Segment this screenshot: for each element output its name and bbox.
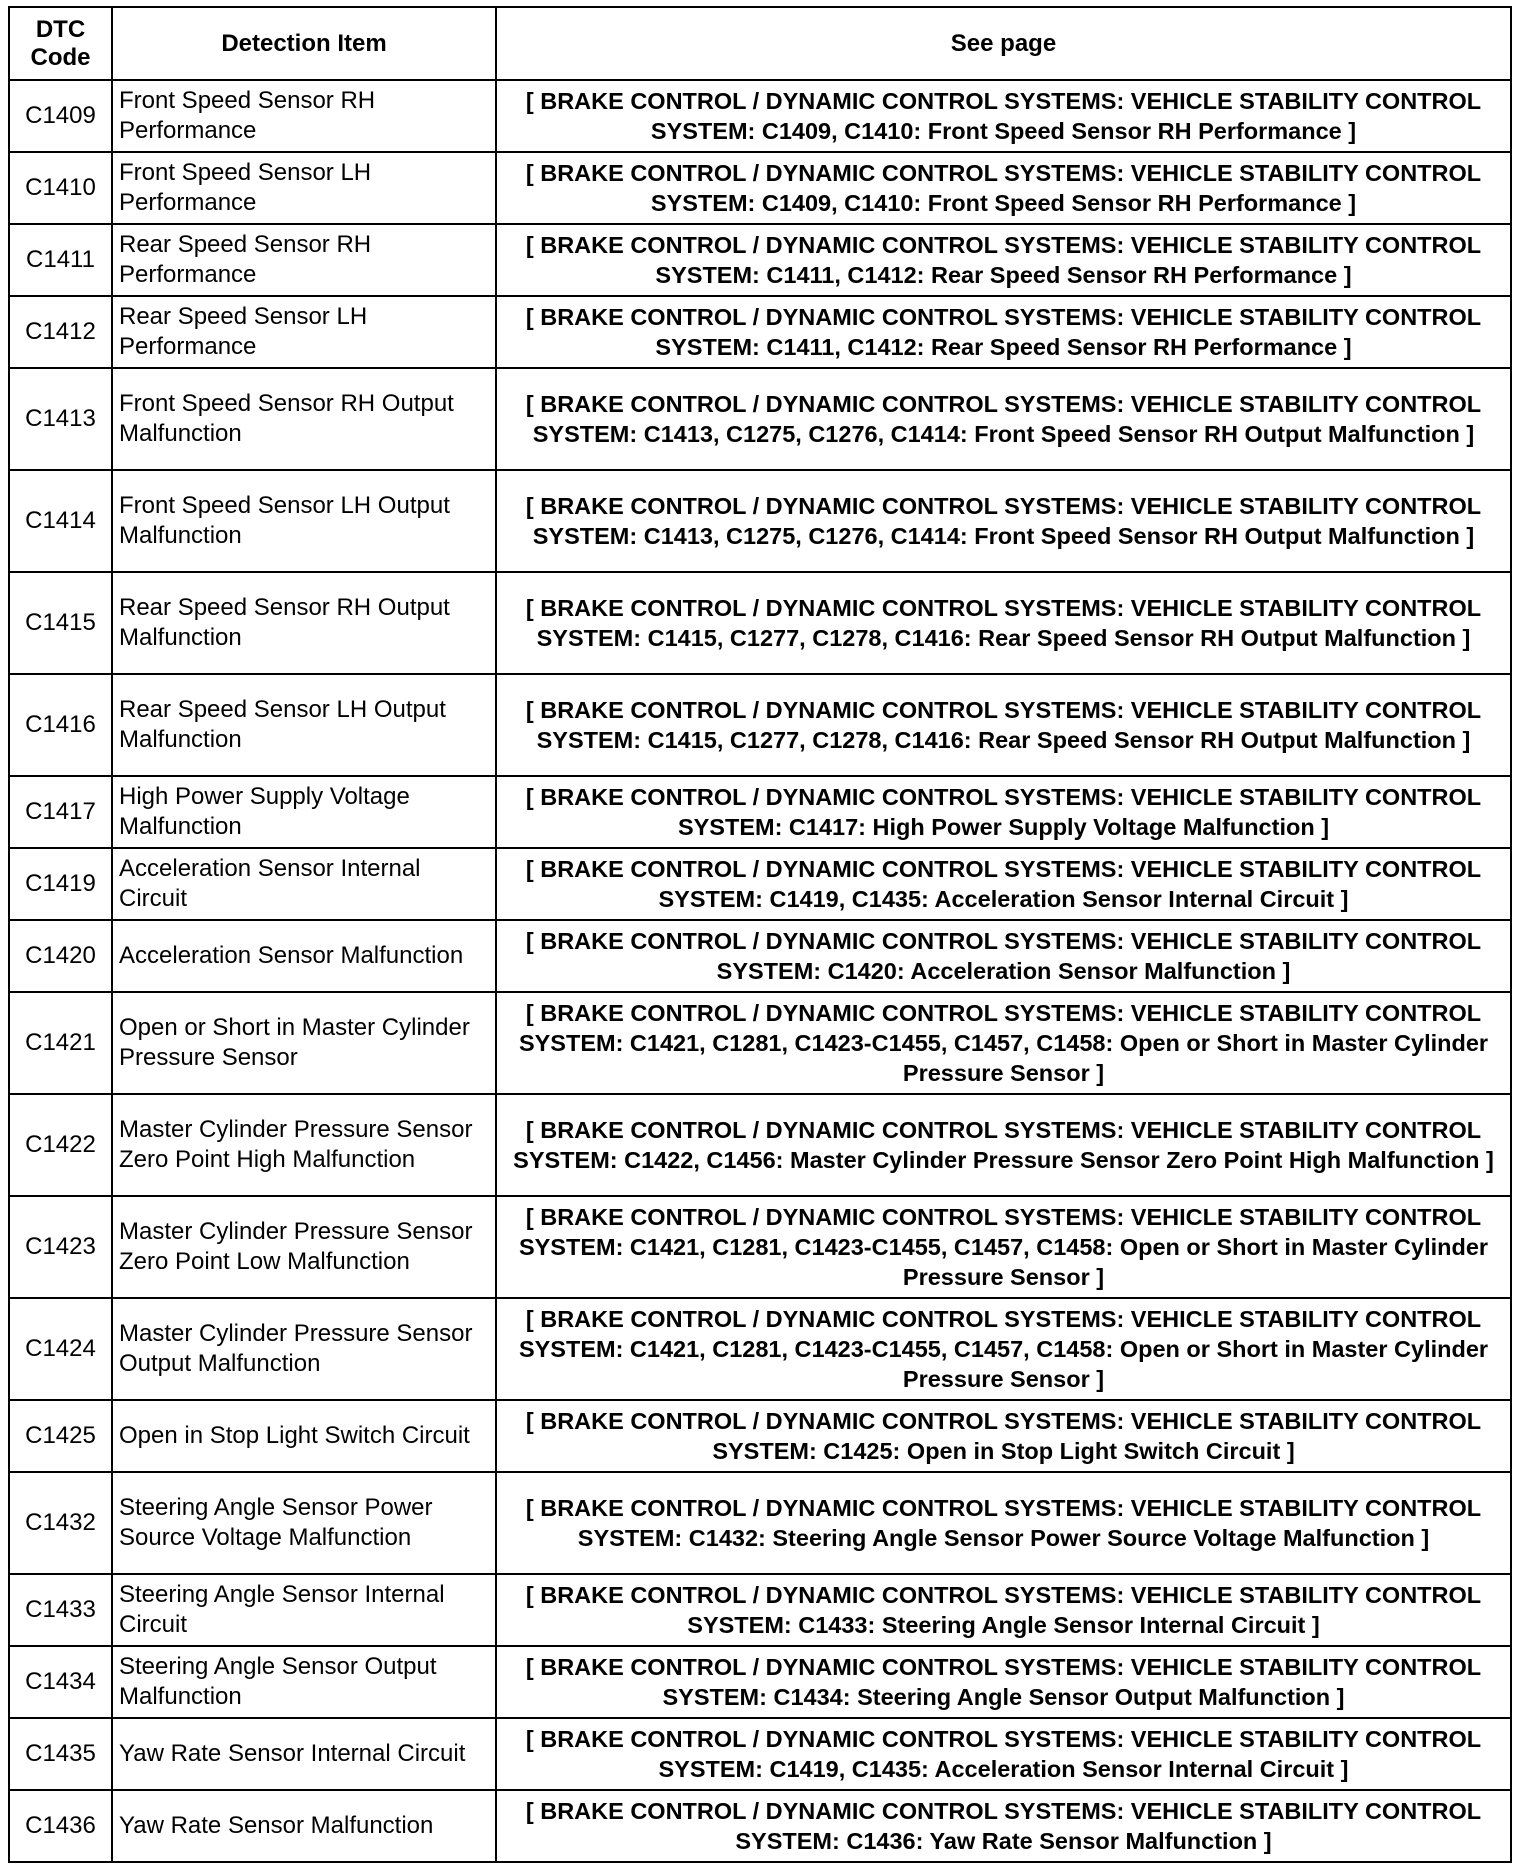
header-row: [9, 7, 1511, 80]
see-page-cell: [ BRAKE CONTROL / DYNAMIC CONTROL SYSTEMS: VEHICLE STABILITY CONTROL SYSTEM: C1409, C1410: Front Speed Sensor RH Performance ]: [496, 152, 1511, 224]
detection-item-cell: Front Speed Sensor RH Performance: [112, 80, 496, 152]
table-row: [9, 1790, 1511, 1862]
see-page-cell: [ BRAKE CONTROL / DYNAMIC CONTROL SYSTEMS: VEHICLE STABILITY CONTROL SYSTEM: C1422, C1456: Master Cylinder Pressure Sensor Zero Point High Malfunction ]: [496, 1094, 1511, 1196]
table-row: [9, 1718, 1511, 1790]
dtc-code-cell: C1410: [9, 152, 112, 224]
header-dtc-code: DTC Code: [9, 7, 112, 80]
table-row: [9, 1298, 1511, 1400]
dtc-code-cell: C1414: [9, 470, 112, 572]
see-page-cell: [ BRAKE CONTROL / DYNAMIC CONTROL SYSTEMS: VEHICLE STABILITY CONTROL SYSTEM: C1417: High Power Supply Voltage Malfunction ]: [496, 776, 1511, 848]
dtc-code-cell: C1432: [9, 1472, 112, 1574]
dtc-code-cell: C1416: [9, 674, 112, 776]
see-page-cell: [ BRAKE CONTROL / DYNAMIC CONTROL SYSTEMS: VEHICLE STABILITY CONTROL SYSTEM: C1415, C1277, C1278, C1416: Rear Speed Sensor RH Output Malfunction ]: [496, 572, 1511, 674]
dtc-code-cell: C1435: [9, 1718, 112, 1790]
table-row: [9, 152, 1511, 224]
header-detection-item: Detection Item: [112, 7, 496, 80]
table-row: [9, 848, 1511, 920]
table-body: [9, 80, 1511, 1862]
dtc-code-cell: C1436: [9, 1790, 112, 1862]
see-page-cell: [ BRAKE CONTROL / DYNAMIC CONTROL SYSTEMS: VEHICLE STABILITY CONTROL SYSTEM: C1419, C1435: Acceleration Sensor Internal Circuit ]: [496, 848, 1511, 920]
dtc-code-cell: C1425: [9, 1400, 112, 1472]
see-page-cell: [ BRAKE CONTROL / DYNAMIC CONTROL SYSTEMS: VEHICLE STABILITY CONTROL SYSTEM: C1433: Steering Angle Sensor Internal Circuit ]: [496, 1574, 1511, 1646]
dtc-code-cell: C1433: [9, 1574, 112, 1646]
detection-item-cell: Rear Speed Sensor LH Output Malfunction: [112, 674, 496, 776]
table-row: [9, 470, 1511, 572]
table-row: [9, 1196, 1511, 1298]
see-page-cell: [ BRAKE CONTROL / DYNAMIC CONTROL SYSTEMS: VEHICLE STABILITY CONTROL SYSTEM: C1425: Open in Stop Light Switch Circuit ]: [496, 1400, 1511, 1472]
detection-item-cell: High Power Supply Voltage Malfunction: [112, 776, 496, 848]
see-page-cell: [ BRAKE CONTROL / DYNAMIC CONTROL SYSTEMS: VEHICLE STABILITY CONTROL SYSTEM: C1419, C1435: Acceleration Sensor Internal Circuit ]: [496, 1718, 1511, 1790]
detection-item-cell: Yaw Rate Sensor Internal Circuit: [112, 1718, 496, 1790]
dtc-code-cell: C1412: [9, 296, 112, 368]
see-page-cell: [ BRAKE CONTROL / DYNAMIC CONTROL SYSTEMS: VEHICLE STABILITY CONTROL SYSTEM: C1436: Yaw Rate Sensor Malfunction ]: [496, 1790, 1511, 1862]
header-see-page: See page: [496, 7, 1511, 80]
detection-item-cell: Rear Speed Sensor RH Output Malfunction: [112, 572, 496, 674]
detection-item-cell: Front Speed Sensor LH Performance: [112, 152, 496, 224]
dtc-code-cell: C1417: [9, 776, 112, 848]
see-page-cell: [ BRAKE CONTROL / DYNAMIC CONTROL SYSTEMS: VEHICLE STABILITY CONTROL SYSTEM: C1415, C1277, C1278, C1416: Rear Speed Sensor RH Output Malfunction ]: [496, 674, 1511, 776]
detection-item-cell: Master Cylinder Pressure Sensor Output Malfunction: [112, 1298, 496, 1400]
dtc-code-cell: C1424: [9, 1298, 112, 1400]
dtc-code-cell: C1415: [9, 572, 112, 674]
table-row: [9, 224, 1511, 296]
dtc-code-cell: C1423: [9, 1196, 112, 1298]
table-row: [9, 296, 1511, 368]
dtc-code-cell: C1409: [9, 80, 112, 152]
table-row: [9, 1094, 1511, 1196]
table-row: [9, 1400, 1511, 1472]
table-row: [9, 776, 1511, 848]
detection-item-cell: Rear Speed Sensor LH Performance: [112, 296, 496, 368]
see-page-cell: [ BRAKE CONTROL / DYNAMIC CONTROL SYSTEMS: VEHICLE STABILITY CONTROL SYSTEM: C1420: Acceleration Sensor Malfunction ]: [496, 920, 1511, 992]
dtc-code-cell: C1411: [9, 224, 112, 296]
see-page-cell: [ BRAKE CONTROL / DYNAMIC CONTROL SYSTEMS: VEHICLE STABILITY CONTROL SYSTEM: C1413, C1275, C1276, C1414: Front Speed Sensor RH Output Malfunction ]: [496, 470, 1511, 572]
see-page-cell: [ BRAKE CONTROL / DYNAMIC CONTROL SYSTEMS: VEHICLE STABILITY CONTROL SYSTEM: C1421, C1281, C1423-C1455, C1457, C1458: Open or Short in Master Cylinder Pressure Sensor ]: [496, 1196, 1511, 1298]
table-row: [9, 368, 1511, 470]
see-page-cell: [ BRAKE CONTROL / DYNAMIC CONTROL SYSTEMS: VEHICLE STABILITY CONTROL SYSTEM: C1421, C1281, C1423-C1455, C1457, C1458: Open or Short in Master Cylinder Pressure Sensor ]: [496, 1298, 1511, 1400]
table-row: [9, 572, 1511, 674]
see-page-cell: [ BRAKE CONTROL / DYNAMIC CONTROL SYSTEMS: VEHICLE STABILITY CONTROL SYSTEM: C1421, C1281, C1423-C1455, C1457, C1458: Open or Short in Master Cylinder Pressure Sensor ]: [496, 992, 1511, 1094]
table-row: [9, 992, 1511, 1094]
see-page-cell: [ BRAKE CONTROL / DYNAMIC CONTROL SYSTEMS: VEHICLE STABILITY CONTROL SYSTEM: C1434: Steering Angle Sensor Output Malfunction ]: [496, 1646, 1511, 1718]
table-row: [9, 80, 1511, 152]
dtc-code-cell: C1413: [9, 368, 112, 470]
detection-item-cell: Acceleration Sensor Malfunction: [112, 920, 496, 992]
detection-item-cell: Acceleration Sensor Internal Circuit: [112, 848, 496, 920]
detection-item-cell: Yaw Rate Sensor Malfunction: [112, 1790, 496, 1862]
detection-item-cell: Steering Angle Sensor Output Malfunction: [112, 1646, 496, 1718]
table-row: [9, 920, 1511, 992]
dtc-code-cell: C1421: [9, 992, 112, 1094]
table-row: [9, 1646, 1511, 1718]
detection-item-cell: Open in Stop Light Switch Circuit: [112, 1400, 496, 1472]
dtc-code-cell: C1422: [9, 1094, 112, 1196]
table-row: [9, 1472, 1511, 1574]
detection-item-cell: Rear Speed Sensor RH Performance: [112, 224, 496, 296]
table-row: [9, 1574, 1511, 1646]
detection-item-cell: Open or Short in Master Cylinder Pressure Sensor: [112, 992, 496, 1094]
detection-item-cell: Front Speed Sensor LH Output Malfunction: [112, 470, 496, 572]
detection-item-cell: Steering Angle Sensor Internal Circuit: [112, 1574, 496, 1646]
detection-item-cell: Front Speed Sensor RH Output Malfunction: [112, 368, 496, 470]
see-page-cell: [ BRAKE CONTROL / DYNAMIC CONTROL SYSTEMS: VEHICLE STABILITY CONTROL SYSTEM: C1432: Steering Angle Sensor Power Source Voltage Malfunction ]: [496, 1472, 1511, 1574]
dtc-code-cell: C1419: [9, 848, 112, 920]
see-page-cell: [ BRAKE CONTROL / DYNAMIC CONTROL SYSTEMS: VEHICLE STABILITY CONTROL SYSTEM: C1413, C1275, C1276, C1414: Front Speed Sensor RH Output Malfunction ]: [496, 368, 1511, 470]
dtc-table: [8, 6, 1512, 1863]
table-header: [9, 7, 1511, 80]
table-row: [9, 674, 1511, 776]
detection-item-cell: Master Cylinder Pressure Sensor Zero Point High Malfunction: [112, 1094, 496, 1196]
see-page-cell: [ BRAKE CONTROL / DYNAMIC CONTROL SYSTEMS: VEHICLE STABILITY CONTROL SYSTEM: C1409, C1410: Front Speed Sensor RH Performance ]: [496, 80, 1511, 152]
dtc-code-cell: C1434: [9, 1646, 112, 1718]
see-page-cell: [ BRAKE CONTROL / DYNAMIC CONTROL SYSTEMS: VEHICLE STABILITY CONTROL SYSTEM: C1411, C1412: Rear Speed Sensor RH Performance ]: [496, 224, 1511, 296]
see-page-cell: [ BRAKE CONTROL / DYNAMIC CONTROL SYSTEMS: VEHICLE STABILITY CONTROL SYSTEM: C1411, C1412: Rear Speed Sensor RH Performance ]: [496, 296, 1511, 368]
detection-item-cell: Master Cylinder Pressure Sensor Zero Point Low Malfunction: [112, 1196, 496, 1298]
detection-item-cell: Steering Angle Sensor Power Source Voltage Malfunction: [112, 1472, 496, 1574]
dtc-code-cell: C1420: [9, 920, 112, 992]
